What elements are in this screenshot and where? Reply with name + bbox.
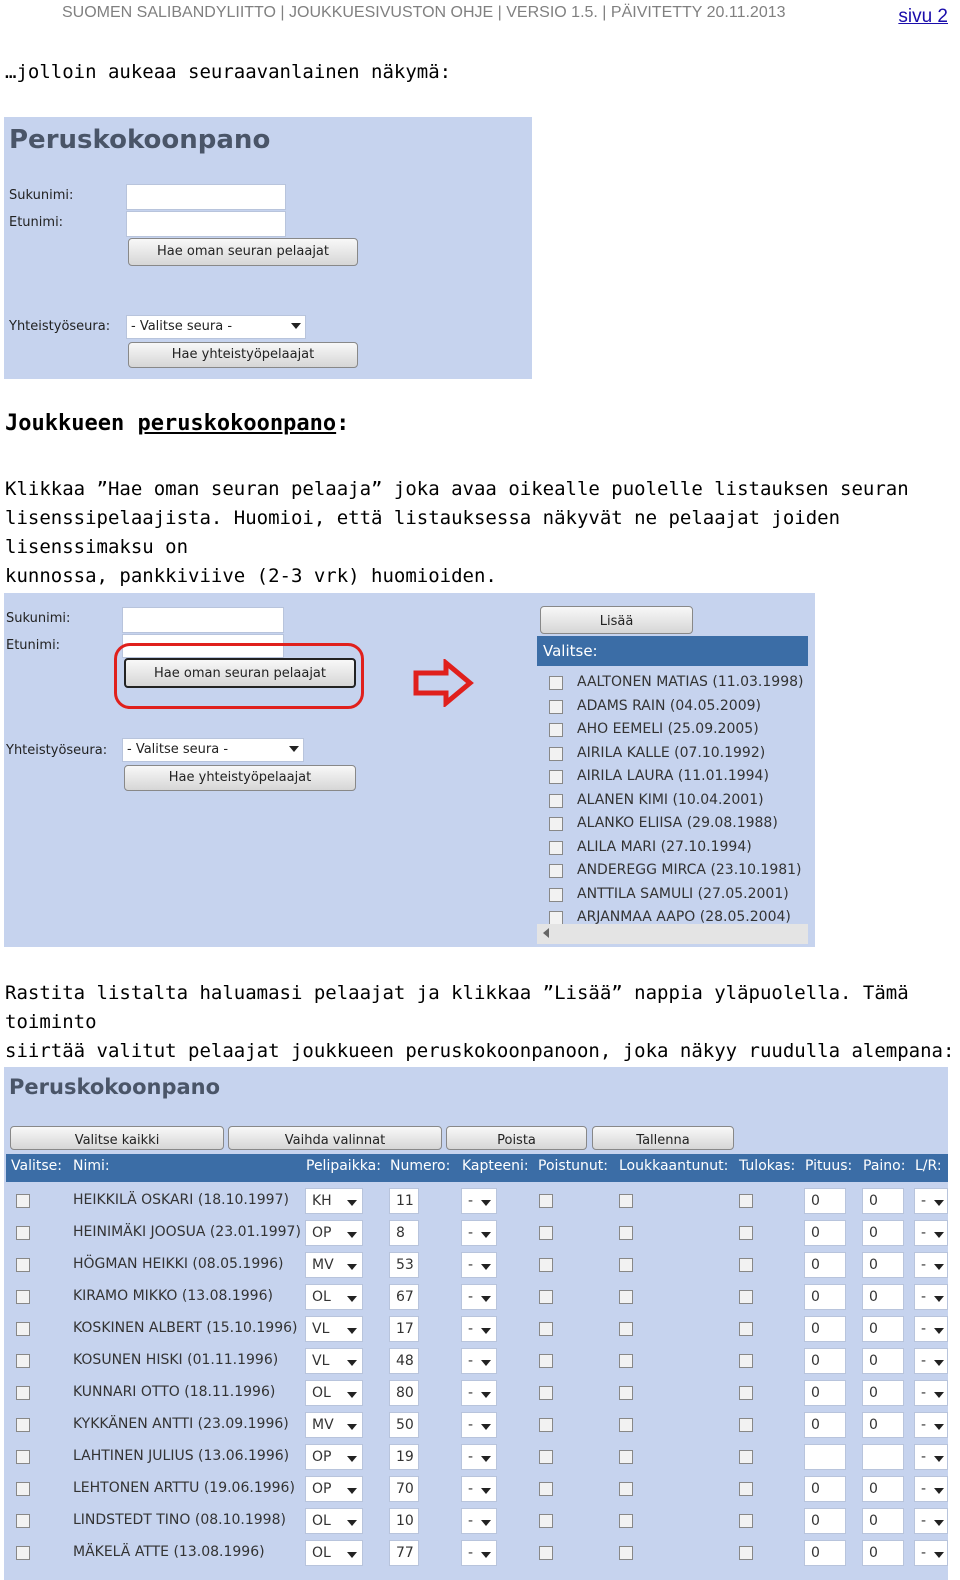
chevron-down-icon xyxy=(934,1296,944,1302)
player-name: KIRAMO MIKKO (13.08.1996) xyxy=(73,1288,273,1304)
lr-select[interactable] xyxy=(914,1220,948,1246)
captain-select[interactable] xyxy=(461,1252,497,1278)
player-name: LINDSTEDT TINO (08.10.1998) xyxy=(73,1512,286,1528)
row-select-checkbox[interactable] xyxy=(16,1386,30,1400)
captain-value: - xyxy=(468,1225,474,1241)
newcomer-checkbox[interactable] xyxy=(739,1322,753,1336)
height-input[interactable]: 0 xyxy=(804,1348,846,1374)
position-value: OP xyxy=(312,1481,332,1497)
position-value: MV xyxy=(312,1257,334,1273)
remove-button[interactable]: Poista xyxy=(446,1126,587,1150)
injured-checkbox[interactable] xyxy=(619,1290,633,1304)
table-row xyxy=(4,1475,948,1503)
table-row xyxy=(4,1507,948,1535)
table-row xyxy=(4,1411,948,1439)
player-list-item: ANDEREGG MIRCA (23.10.1981) xyxy=(577,862,802,878)
table-row xyxy=(4,1539,948,1567)
paragraph-1-line: Klikkaa ”Hae oman seuran pelaaja” joka avaa oikealle puolelle listauksen seuran xyxy=(5,478,909,500)
captain-select[interactable] xyxy=(461,1284,497,1310)
captain-select[interactable] xyxy=(461,1444,497,1470)
position-value: KH xyxy=(312,1193,332,1209)
height-input[interactable]: 0 xyxy=(804,1284,846,1310)
lr-select[interactable] xyxy=(914,1444,948,1470)
chevron-down-icon xyxy=(291,323,301,329)
paragraph-1 xyxy=(5,475,960,591)
captain-select[interactable] xyxy=(461,1380,497,1406)
number-input[interactable]: 50 xyxy=(389,1412,419,1438)
player-checkbox[interactable] xyxy=(549,817,563,831)
captain-select[interactable] xyxy=(461,1316,497,1342)
captain-value: - xyxy=(468,1481,474,1497)
number-input[interactable]: 53 xyxy=(389,1252,419,1278)
lr-select[interactable] xyxy=(914,1412,948,1438)
panel-roster xyxy=(4,1067,948,1580)
chevron-down-icon xyxy=(347,1328,357,1334)
chevron-down-icon xyxy=(934,1424,944,1430)
left-team-checkbox[interactable] xyxy=(539,1546,553,1560)
left-team-checkbox[interactable] xyxy=(539,1418,553,1432)
heading-prefix: Joukkueen xyxy=(5,411,138,436)
col-number: Numero: xyxy=(390,1158,451,1174)
chevron-down-icon xyxy=(934,1392,944,1398)
newcomer-checkbox[interactable] xyxy=(739,1418,753,1432)
position-value: VL xyxy=(312,1321,330,1337)
left-team-checkbox[interactable] xyxy=(539,1482,553,1496)
captain-value: - xyxy=(468,1545,474,1561)
weight-input[interactable]: 0 xyxy=(862,1508,904,1534)
injured-checkbox[interactable] xyxy=(619,1194,633,1208)
position-value: OL xyxy=(312,1289,331,1305)
row-select-checkbox[interactable] xyxy=(16,1354,30,1368)
row-select-checkbox[interactable] xyxy=(16,1546,30,1560)
col-position: Pelipaikka: xyxy=(306,1158,381,1174)
lr-value: - xyxy=(921,1257,927,1273)
chevron-down-icon xyxy=(481,1520,491,1526)
paragraph-2 xyxy=(5,979,960,1066)
number-input[interactable]: 70 xyxy=(389,1476,419,1502)
height-input[interactable]: 0 xyxy=(804,1316,846,1342)
position-value: VL xyxy=(312,1353,330,1369)
select-all-button[interactable]: Valitse kaikki xyxy=(10,1126,224,1150)
injured-checkbox[interactable] xyxy=(619,1482,633,1496)
chevron-down-icon xyxy=(481,1424,491,1430)
chevron-down-icon xyxy=(934,1360,944,1366)
newcomer-checkbox[interactable] xyxy=(739,1194,753,1208)
col-height: Pituus: xyxy=(805,1158,853,1174)
left-team-checkbox[interactable] xyxy=(539,1386,553,1400)
position-select[interactable] xyxy=(305,1220,363,1246)
paragraph-1-line: kunnossa, pankkiviive (2-3 vrk) huomioiden. xyxy=(5,565,497,587)
own-club-players-button[interactable]: Hae oman seuran pelaajat xyxy=(124,658,356,688)
firstname-label: Etunimi: xyxy=(6,638,61,653)
captain-select[interactable] xyxy=(461,1476,497,1502)
newcomer-checkbox[interactable] xyxy=(739,1354,753,1368)
lr-select[interactable] xyxy=(914,1508,948,1534)
position-select[interactable] xyxy=(305,1284,363,1310)
player-list-item: ADAMS RAIN (04.05.2009) xyxy=(577,697,761,714)
lr-select[interactable] xyxy=(914,1476,948,1502)
horizontal-scrollbar[interactable] xyxy=(537,924,808,944)
table-row xyxy=(4,1251,948,1279)
position-select[interactable] xyxy=(305,1476,363,1502)
player-list-item: ALILA MARI (27.10.1994) xyxy=(577,838,752,855)
player-checkbox[interactable] xyxy=(549,841,563,855)
document-header: SUOMEN SALIBANDYLIITTO | JOUKKUESIVUSTON OHJE | VERSIO 1.5. | PÄIVITETTY 20.11.2013 xyxy=(62,4,786,21)
player-checkbox[interactable] xyxy=(549,747,563,761)
col-weight: Paino: xyxy=(863,1158,906,1174)
chevron-down-icon xyxy=(347,1232,357,1238)
captain-value: - xyxy=(468,1353,474,1369)
player-name: HEINIMÄKI JOOSUA (23.01.1997) xyxy=(73,1224,301,1240)
weight-input[interactable]: 0 xyxy=(862,1380,904,1406)
injured-checkbox[interactable] xyxy=(619,1514,633,1528)
lr-value: - xyxy=(921,1417,927,1433)
roster-table-header xyxy=(6,1154,948,1182)
col-lr: L/R: xyxy=(915,1158,942,1174)
captain-value: - xyxy=(468,1193,474,1209)
chevron-down-icon xyxy=(347,1520,357,1526)
left-team-checkbox[interactable] xyxy=(539,1290,553,1304)
player-list-item: ARJANMAA AAPO (28.05.2004) xyxy=(577,909,791,924)
coop-club-select-value: - Valitse seura - xyxy=(131,319,233,334)
row-select-checkbox[interactable] xyxy=(16,1322,30,1336)
heading-underlined: peruskokoonpano xyxy=(137,411,337,436)
player-name: HEIKKILÄ OSKARI (18.10.1997) xyxy=(73,1192,289,1208)
lr-select[interactable] xyxy=(914,1540,948,1566)
number-input[interactable]: 77 xyxy=(389,1540,419,1566)
height-input[interactable] xyxy=(804,1444,846,1470)
chevron-down-icon xyxy=(481,1296,491,1302)
height-input[interactable]: 0 xyxy=(804,1380,846,1406)
player-name: MÄKELÄ ATTE (13.08.1996) xyxy=(73,1544,265,1560)
number-input[interactable]: 80 xyxy=(389,1380,419,1406)
row-select-checkbox[interactable] xyxy=(16,1418,30,1432)
lr-value: - xyxy=(921,1321,927,1337)
surname-label: Sukunimi: xyxy=(6,611,71,626)
chevron-down-icon xyxy=(481,1488,491,1494)
coop-club-select[interactable] xyxy=(126,315,306,339)
table-row xyxy=(4,1443,948,1471)
paragraph-2-line: siirtää valitut pelaajat joukkueen peruskokoonpanoon, joka näkyy ruudulla alempana: xyxy=(5,1040,955,1062)
chevron-down-icon xyxy=(934,1456,944,1462)
weight-input[interactable]: 0 xyxy=(862,1540,904,1566)
player-list-item: ANTTILA SAMULI (27.05.2001) xyxy=(577,885,789,902)
captain-value: - xyxy=(468,1321,474,1337)
number-input[interactable]: 8 xyxy=(389,1220,419,1246)
captain-select[interactable] xyxy=(461,1412,497,1438)
chevron-down-icon xyxy=(481,1360,491,1366)
number-input[interactable]: 17 xyxy=(389,1316,419,1342)
firstname-input[interactable] xyxy=(126,211,286,237)
captain-select[interactable] xyxy=(461,1508,497,1534)
chevron-down-icon xyxy=(347,1392,357,1398)
table-row xyxy=(4,1283,948,1311)
player-checkbox[interactable] xyxy=(549,911,563,924)
player-checkbox[interactable] xyxy=(549,676,563,690)
lr-value: - xyxy=(921,1385,927,1401)
list-header xyxy=(537,636,808,666)
position-value: OL xyxy=(312,1545,331,1561)
newcomer-checkbox[interactable] xyxy=(739,1482,753,1496)
chevron-down-icon xyxy=(347,1200,357,1206)
save-button[interactable]: Tallenna xyxy=(592,1126,734,1150)
newcomer-checkbox[interactable] xyxy=(739,1258,753,1272)
chevron-down-icon xyxy=(481,1328,491,1334)
table-row xyxy=(4,1219,948,1247)
position-select[interactable] xyxy=(305,1188,363,1214)
lr-select[interactable] xyxy=(914,1284,948,1310)
position-value: OP xyxy=(312,1225,332,1241)
newcomer-checkbox[interactable] xyxy=(739,1226,753,1240)
chevron-down-icon xyxy=(934,1232,944,1238)
lr-value: - xyxy=(921,1193,927,1209)
paragraph-1-line: lisenssipelaajista. Huomioi, että listauksessa näkyvät ne pelaajat joiden lisenssimaksu on xyxy=(5,507,841,558)
position-value: MV xyxy=(312,1417,334,1433)
col-injured: Loukkaantunut: xyxy=(619,1158,729,1174)
lr-select[interactable] xyxy=(914,1188,948,1214)
height-input[interactable]: 0 xyxy=(804,1508,846,1534)
lr-value: - xyxy=(921,1481,927,1497)
row-select-checkbox[interactable] xyxy=(16,1194,30,1208)
left-team-checkbox[interactable] xyxy=(539,1514,553,1528)
col-left: Poistunut: xyxy=(538,1158,609,1174)
injured-checkbox[interactable] xyxy=(619,1258,633,1272)
lr-select[interactable] xyxy=(914,1348,948,1374)
number-input[interactable]: 10 xyxy=(389,1508,419,1534)
col-captain: Kapteeni: xyxy=(462,1158,529,1174)
captain-value: - xyxy=(468,1257,474,1273)
weight-input[interactable]: 0 xyxy=(862,1188,904,1214)
player-checkbox[interactable] xyxy=(549,864,563,878)
left-team-checkbox[interactable] xyxy=(539,1226,553,1240)
injured-checkbox[interactable] xyxy=(619,1418,633,1432)
list-header-label: Valitse: xyxy=(543,642,598,660)
injured-checkbox[interactable] xyxy=(619,1226,633,1240)
row-select-checkbox[interactable] xyxy=(16,1482,30,1496)
chevron-down-icon xyxy=(481,1232,491,1238)
left-team-checkbox[interactable] xyxy=(539,1450,553,1464)
player-list-item: AHO EEMELI (25.09.2005) xyxy=(577,721,759,737)
surname-input[interactable] xyxy=(122,607,284,633)
chevron-down-icon xyxy=(347,1296,357,1302)
chevron-down-icon xyxy=(347,1264,357,1270)
position-select[interactable] xyxy=(305,1348,363,1374)
page-number-link[interactable]: sivu 2 xyxy=(898,6,948,27)
weight-input[interactable]: 0 xyxy=(862,1348,904,1374)
panel-player-selection xyxy=(4,593,815,947)
chevron-down-icon xyxy=(481,1552,491,1558)
player-name: KUNNARI OTTO (18.11.1996) xyxy=(73,1384,276,1400)
weight-input[interactable]: 0 xyxy=(862,1252,904,1278)
firstname-label: Etunimi: xyxy=(9,215,64,230)
lr-value: - xyxy=(921,1353,927,1369)
intro-text: …jolloin aukeaa seuraavanlainen näkymä: xyxy=(5,61,452,83)
injured-checkbox[interactable] xyxy=(619,1546,633,1560)
chevron-down-icon xyxy=(481,1200,491,1206)
captain-value: - xyxy=(468,1449,474,1465)
position-value: OP xyxy=(312,1449,332,1465)
player-list-item: AALTONEN MATIAS (11.03.1998) xyxy=(577,674,804,690)
player-name: LAHTINEN JULIUS (13.06.1996) xyxy=(73,1448,290,1464)
number-input[interactable]: 48 xyxy=(389,1348,419,1374)
row-select-checkbox[interactable] xyxy=(16,1258,30,1272)
arrow-right-icon xyxy=(412,659,476,707)
injured-checkbox[interactable] xyxy=(619,1322,633,1336)
captain-select[interactable] xyxy=(461,1220,497,1246)
injured-checkbox[interactable] xyxy=(619,1354,633,1368)
captain-value: - xyxy=(468,1289,474,1305)
chevron-down-icon xyxy=(481,1392,491,1398)
injured-checkbox[interactable] xyxy=(619,1386,633,1400)
chevron-down-icon xyxy=(934,1328,944,1334)
player-list xyxy=(537,666,808,924)
panel-title: Peruskokoonpano xyxy=(9,125,271,155)
row-select-checkbox[interactable] xyxy=(16,1226,30,1240)
surname-input[interactable] xyxy=(126,184,286,210)
newcomer-checkbox[interactable] xyxy=(739,1386,753,1400)
position-value: OL xyxy=(312,1513,331,1529)
player-list-item: ALANEN KIMI (10.04.2001) xyxy=(577,791,764,808)
number-input[interactable]: 11 xyxy=(389,1188,419,1214)
col-select: Valitse: xyxy=(11,1158,62,1174)
surname-label: Sukunimi: xyxy=(9,188,74,203)
weight-input[interactable]: 0 xyxy=(862,1412,904,1438)
table-row xyxy=(4,1379,948,1407)
weight-input[interactable]: 0 xyxy=(862,1284,904,1310)
position-select[interactable] xyxy=(305,1252,363,1278)
player-list-item: AIRILA LAURA (11.01.1994) xyxy=(577,768,769,784)
table-row xyxy=(4,1187,948,1215)
row-select-checkbox[interactable] xyxy=(16,1290,30,1304)
weight-input[interactable]: 0 xyxy=(862,1316,904,1342)
weight-input[interactable]: 0 xyxy=(862,1476,904,1502)
captain-select[interactable] xyxy=(461,1348,497,1374)
newcomer-checkbox[interactable] xyxy=(739,1514,753,1528)
player-name: HÖGMAN HEIKKI (08.05.1996) xyxy=(73,1256,284,1272)
chevron-down-icon xyxy=(289,746,299,752)
height-input[interactable]: 0 xyxy=(804,1540,846,1566)
player-checkbox[interactable] xyxy=(549,723,563,737)
player-list-item: AIRILA KALLE (07.10.1992) xyxy=(577,744,766,761)
number-input[interactable]: 19 xyxy=(389,1444,419,1470)
newcomer-checkbox[interactable] xyxy=(739,1450,753,1464)
player-checkbox[interactable] xyxy=(549,700,563,714)
player-name: KOSUNEN HISKI (01.11.1996) xyxy=(73,1352,279,1368)
panel-peruskokoonpano-search xyxy=(4,117,532,379)
height-input[interactable]: 0 xyxy=(804,1188,846,1214)
lr-value: - xyxy=(921,1289,927,1305)
row-select-checkbox[interactable] xyxy=(16,1514,30,1528)
coop-club-select-value: - Valitse seura - xyxy=(127,742,229,757)
newcomer-checkbox[interactable] xyxy=(739,1290,753,1304)
scroll-left-icon[interactable] xyxy=(543,928,549,938)
chevron-down-icon xyxy=(934,1264,944,1270)
row-select-checkbox[interactable] xyxy=(16,1450,30,1464)
captain-select[interactable] xyxy=(461,1188,497,1214)
left-team-checkbox[interactable] xyxy=(539,1194,553,1208)
coop-club-label: Yhteistyöseura: xyxy=(9,319,111,334)
chevron-down-icon xyxy=(481,1456,491,1462)
number-input[interactable]: 67 xyxy=(389,1284,419,1310)
chevron-down-icon xyxy=(934,1200,944,1206)
chevron-down-icon xyxy=(934,1520,944,1526)
player-name: LEHTONEN ARTTU (19.06.1996) xyxy=(73,1480,295,1496)
player-checkbox[interactable] xyxy=(549,888,563,902)
section-heading xyxy=(5,411,349,436)
paragraph-2-line: Rastita listalta haluamasi pelaajat ja klikkaa ”Lisää” nappia yläpuolella. Tämä toiminto xyxy=(5,982,909,1033)
coop-players-button[interactable]: Hae yhteistyöpelaajat xyxy=(128,342,358,368)
height-input[interactable]: 0 xyxy=(804,1412,846,1438)
col-name: Nimi: xyxy=(73,1158,110,1174)
lr-value: - xyxy=(921,1225,927,1241)
position-select[interactable] xyxy=(305,1444,363,1470)
player-checkbox[interactable] xyxy=(549,794,563,808)
captain-select[interactable] xyxy=(461,1540,497,1566)
lr-value: - xyxy=(921,1513,927,1529)
chevron-down-icon xyxy=(347,1456,357,1462)
captain-value: - xyxy=(468,1385,474,1401)
coop-club-label: Yhteistyöseura: xyxy=(6,743,108,758)
chevron-down-icon xyxy=(934,1488,944,1494)
panel-title: Peruskokoonpano xyxy=(9,1075,221,1099)
height-input[interactable]: 0 xyxy=(804,1252,846,1278)
position-select[interactable] xyxy=(305,1380,363,1406)
player-checkbox[interactable] xyxy=(549,770,563,784)
chevron-down-icon xyxy=(347,1360,357,1366)
col-newcomer: Tulokas: xyxy=(739,1158,796,1174)
chevron-down-icon xyxy=(347,1424,357,1430)
chevron-down-icon xyxy=(347,1488,357,1494)
position-value: OL xyxy=(312,1385,331,1401)
position-select[interactable] xyxy=(305,1540,363,1566)
chevron-down-icon xyxy=(481,1264,491,1270)
chevron-down-icon xyxy=(347,1552,357,1558)
invert-selection-button[interactable]: Vaihda valinnat xyxy=(228,1126,442,1150)
own-club-players-button[interactable]: Hae oman seuran pelaajat xyxy=(128,238,358,266)
injured-checkbox[interactable] xyxy=(619,1450,633,1464)
coop-club-select[interactable] xyxy=(122,738,304,762)
newcomer-checkbox[interactable] xyxy=(739,1546,753,1560)
table-row xyxy=(4,1347,948,1375)
weight-input[interactable] xyxy=(862,1444,904,1470)
coop-players-button[interactable]: Hae yhteistyöpelaajat xyxy=(124,765,356,791)
add-button[interactable]: Lisää xyxy=(540,606,693,634)
left-team-checkbox[interactable] xyxy=(539,1322,553,1336)
height-input[interactable]: 0 xyxy=(804,1476,846,1502)
lr-select[interactable] xyxy=(914,1252,948,1278)
position-select[interactable] xyxy=(305,1412,363,1438)
lr-select[interactable] xyxy=(914,1316,948,1342)
player-list-item: ALANKO ELIISA (29.08.1988) xyxy=(577,815,778,831)
captain-value: - xyxy=(468,1417,474,1433)
position-select[interactable] xyxy=(305,1316,363,1342)
lr-select[interactable] xyxy=(914,1380,948,1406)
height-input[interactable]: 0 xyxy=(804,1220,846,1246)
heading-suffix: : xyxy=(336,411,350,436)
weight-input[interactable]: 0 xyxy=(862,1220,904,1246)
left-team-checkbox[interactable] xyxy=(539,1258,553,1272)
left-team-checkbox[interactable] xyxy=(539,1354,553,1368)
table-row xyxy=(4,1315,948,1343)
position-select[interactable] xyxy=(305,1508,363,1534)
player-name: KYKKÄNEN ANTTI (23.09.1996) xyxy=(73,1416,289,1432)
lr-value: - xyxy=(921,1545,927,1561)
chevron-down-icon xyxy=(934,1552,944,1558)
lr-value: - xyxy=(921,1449,927,1465)
captain-value: - xyxy=(468,1513,474,1529)
player-name: KOSKINEN ALBERT (15.10.1996) xyxy=(73,1320,298,1336)
